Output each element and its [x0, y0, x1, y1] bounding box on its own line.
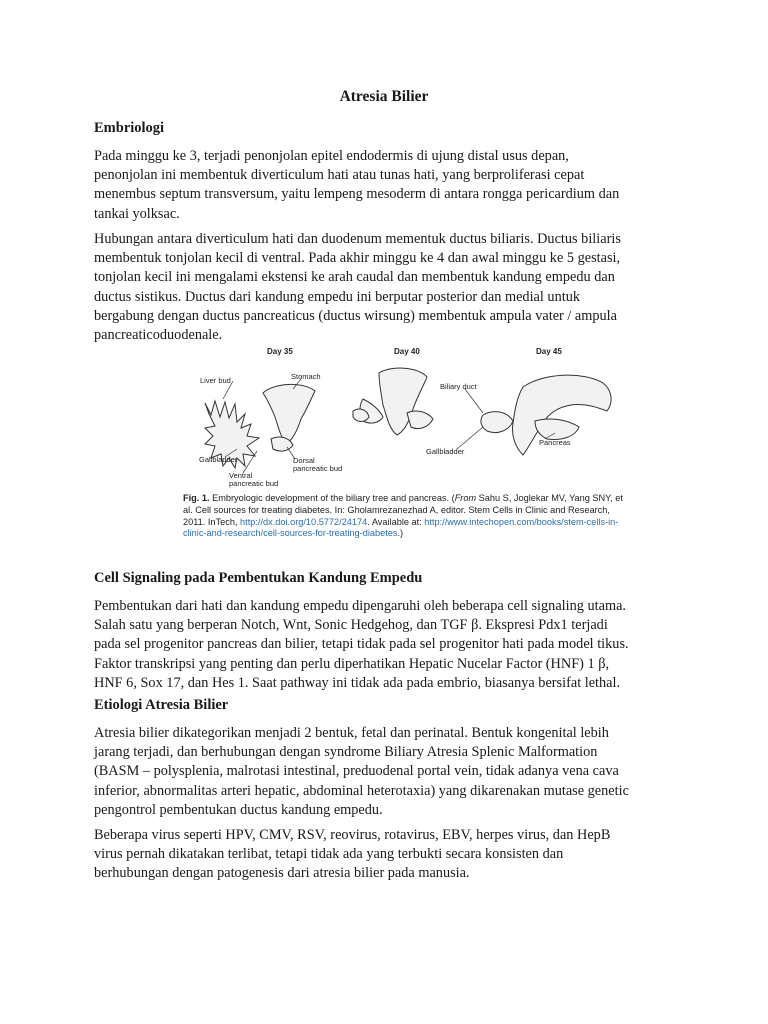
text-line: menembus septum transversum, yaitu lempeng mesoderm di antara rongga pericardium dan [94, 186, 620, 203]
text-line: Atresia bilier dikategorikan menjadi 2 bentuk, fetal dan perinatal. Bentuk kongenital lebih [94, 725, 609, 741]
paragraph-cell-signaling [94, 597, 684, 693]
label-ventral-bud: pancreatic bud [229, 479, 279, 488]
text-line: Beberapa virus seperti HPV, CMV, RSV, reovirus, rotavirus, EBV, herpes virus, dan HepB [94, 827, 611, 843]
day-label: Day 35 [267, 347, 293, 356]
paragraph-etiologi-1 [94, 724, 684, 820]
text-line: membentuk tonjolan kecil di ventral. Pada akhir minggu ke 4 dan awal minggu ke 5 gestasi, [94, 250, 621, 267]
label-gallbladder: Gallbladder [199, 455, 238, 464]
pancreas-day45 [535, 419, 579, 440]
paragraph-embriologi-1 [94, 147, 684, 224]
text-line: pengontrol pembentukan ductus kandung empedu. [94, 801, 383, 818]
label-dorsal-bud: pancreatic bud [293, 464, 343, 473]
text-line: Pembentukan dari hati dan kandung empedu dipengaruhi oleh beberapa cell signaling utama. [94, 598, 626, 614]
stomach-shape-day35 [263, 384, 315, 443]
caption-text: . Available at: [367, 516, 425, 527]
caption-text: Sahu S, Joglekar MV, Yang SNY, et al. Cell sources for treating diabetes. In: Gholamrezanezhad A, editor. Stem Cells in Clinic and Research, 2011. InTech, [183, 493, 623, 527]
caption-text: .) [397, 528, 404, 539]
label-liver-bud: Liver bud [200, 376, 231, 385]
paragraph-etiologi-2 [94, 826, 684, 884]
text-line: Pada minggu ke 3, terjadi penonjolan epitel endodermis di ujung distal usus depan, [94, 148, 569, 164]
text-line: Hubungan antara diverticulum hati dan duodenum mementuk ductus biliaris. Ductus biliaris [94, 231, 621, 247]
text-line: Faktor transkripsi yang penting dan perlu diperhatikan Hepatic Nucelar Factor (HNF) 1 β, [94, 655, 610, 672]
figure-number: Fig. 1. [183, 493, 210, 503]
text-line: tankai yolksac. [94, 205, 180, 222]
gallbladder-day45 [481, 412, 513, 433]
text-line: (BASM – polysplenia, malrotasi intestinal, preduodenal portal vein, tidak adanya vena cava [94, 763, 619, 780]
text-line: pada sel progenitor pancreas dan bilier, tetapi tidak pada sel progenitor hati pada model tikus. [94, 636, 629, 653]
text-line: bergabung dengan ductus pancreaticus (ductus wirsung) membentuk ampula vater / ampula [94, 307, 618, 324]
caption-from: From [454, 493, 477, 503]
figure-caption [183, 493, 623, 540]
document-title: Atresia Bilier [339, 88, 429, 105]
label-biliary-duct: Biliary duct [440, 382, 477, 391]
text-line: virus pernah dikatakan terlibat, tetapi tidak ada yang terbukti secara konsisten dan [94, 846, 564, 863]
doi-link[interactable]: http://dx.doi.org/10.5772/24174 [240, 516, 368, 527]
text-line: HNF 6, Sox 17, dan Hes 1. Saat pathway ini tidak ada pada embrio, biasanya bersifat lethal. [94, 674, 621, 691]
day-label: Day 40 [394, 347, 420, 356]
text-line: inferior, abnormalitas arteri hepatic, abdominal heterotaxia) yang dikarenakan mutase genetic [94, 782, 629, 799]
leader-biliary-duct [465, 389, 483, 413]
text-line: berhubungan dengan patogenesis dari atresia bilier pada manusia. [94, 865, 470, 882]
paragraph-embriologi-2 [94, 230, 684, 345]
heading-embriologi: Embriologi [94, 120, 165, 136]
text-line: penonjolan ini membentuk diverticulum hati atau tunas hati, yang berproliferasi cepat [94, 167, 585, 184]
label-ventral: Ventral [229, 471, 253, 480]
heading-etiologi: Etiologi Atresia Bilier [94, 697, 229, 713]
leader-gallbladder-day45 [457, 427, 483, 449]
text-line: ductus sistikus. Ductus dari kandung empedu ini berputar posterior dan medial untuk [94, 288, 581, 305]
day-label: Day 45 [536, 347, 562, 356]
caption-text: Embryologic development of the biliary tree and pancreas. ( [212, 493, 455, 503]
heading-cell-signaling: Cell Signaling pada Pembentukan Kandung Empedu [94, 570, 423, 586]
source-url-link[interactable]: http://www.intechopen.com/books/stem-cells-in-clinic-and-research/cell-sources-for-treating-diabetes [183, 516, 619, 539]
text-line: Salah satu yang berperan Notch, Wnt, Sonic Hedgehog, dan TGF β. Ekspresi Pdx1 terjadi [94, 617, 608, 634]
label-gallbladder-2: Gallbladder [426, 447, 465, 456]
text-line: pancreaticoduodenale. [94, 327, 223, 344]
label-dorsal: Dorsal [293, 456, 315, 465]
label-stomach: Stomach [291, 372, 321, 381]
embryology-figure [183, 343, 623, 558]
text-line: jarang terjadi, dan berhubungan dengan syndrome Biliary Atresia Splenic Malformation [94, 744, 598, 761]
label-pancreas: Pancreas [539, 438, 571, 447]
text-line: tonjolan kecil ini mengalami ekstensi ke arah caudal dan membentuk kandung empedu dan [94, 269, 615, 286]
pancreas-day40 [407, 411, 433, 429]
